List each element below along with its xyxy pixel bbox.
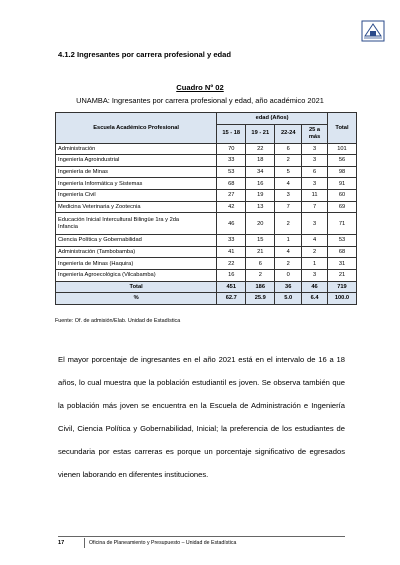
cell: 53 — [327, 235, 356, 247]
cell: 719 — [327, 281, 356, 293]
cell: 16 — [217, 269, 246, 281]
cell: 451 — [217, 281, 246, 293]
table-row — [56, 155, 357, 167]
cell: 25.9 — [246, 293, 275, 305]
cell: 3 — [302, 213, 328, 235]
footer-office: Oficina de Planeamiento y Presupuesto – Unidad de Estadística — [89, 540, 237, 546]
cell: 53 — [217, 166, 246, 178]
cell: 7 — [275, 201, 302, 213]
table-row — [56, 235, 357, 247]
cell: 11 — [302, 189, 328, 201]
row-label: Ingeniería de Minas — [56, 166, 217, 178]
cell: 68 — [217, 178, 246, 190]
age-22-24-header: 22-24 — [275, 124, 302, 143]
table-row — [56, 189, 357, 201]
cell: 69 — [327, 201, 356, 213]
table-row — [56, 143, 357, 155]
cell: 6 — [246, 258, 275, 270]
cell: 18 — [246, 155, 275, 167]
cell: 4 — [302, 235, 328, 247]
percent-row — [56, 293, 357, 305]
cell: 2 — [275, 155, 302, 167]
percent-label: % — [56, 293, 217, 305]
row-label: Administración (Tambobamba) — [56, 246, 217, 258]
age-25-plus-header: 25 a más — [302, 124, 328, 143]
cell: 5 — [275, 166, 302, 178]
section-title: 4.1.2 Ingresantes por carrera profesional y edad — [58, 50, 232, 59]
row-label: Ingeniería Informática y Sistemas — [56, 178, 217, 190]
cell: 70 — [217, 143, 246, 155]
cell: 46 — [217, 213, 246, 235]
cell: 62.7 — [217, 293, 246, 305]
cell: 71 — [327, 213, 356, 235]
total-row — [56, 281, 357, 293]
table-row — [56, 178, 357, 190]
row-label: Ingeniería de Minas (Haquira) — [56, 258, 217, 270]
admissions-table — [55, 112, 357, 305]
cell: 3 — [302, 178, 328, 190]
cell: 56 — [327, 155, 356, 167]
page-number: 17 — [58, 540, 65, 546]
body-paragraph: El mayor porcentaje de ingresantes en el año 2021 está en el intervalo de 16 a 18 años, lo cual muestra que la población estudiantil es joven. Se observa también que la población más joven se encuentra en la Escuela de Administración e Ingeniería Civil, Ciencia Política y Gobernabilidad, Inicial; la preferencia de los estudiantes de secundaria por estas carreras es porque un porcentaje significativo de egresados vienen laborando en diferentes instituciones. — [58, 355, 345, 479]
table-row — [56, 213, 357, 235]
row-label: Medicina Veterinaria y Zootecnia — [56, 201, 217, 213]
row-label: Administración — [56, 143, 217, 155]
cell: 3 — [302, 143, 328, 155]
cell: 2 — [275, 258, 302, 270]
cell: 5.0 — [275, 293, 302, 305]
row-label: Ingeniería Agroindustrial — [56, 155, 217, 167]
table-header-row — [56, 113, 357, 125]
cell: 2 — [302, 246, 328, 258]
cell: 27 — [217, 189, 246, 201]
cell: 3 — [302, 269, 328, 281]
cell: 100.0 — [327, 293, 356, 305]
row-label: Ciencia Política y Gobernabilidad — [56, 235, 217, 247]
cell: 22 — [217, 258, 246, 270]
age-15-18-header: 15 - 18 — [217, 124, 246, 143]
cell: 22 — [246, 143, 275, 155]
cell: 1 — [275, 235, 302, 247]
cell: 3 — [275, 189, 302, 201]
table-row — [56, 246, 357, 258]
table-source: Fuente: Of. de admisión/Elab. Unidad de Estadística — [55, 318, 181, 324]
total-label: Total — [56, 281, 217, 293]
cell: 19 — [246, 189, 275, 201]
cell: 36 — [275, 281, 302, 293]
cell: 41 — [217, 246, 246, 258]
table-row — [56, 201, 357, 213]
cell: 1 — [302, 258, 328, 270]
cell: 21 — [327, 269, 356, 281]
cell: 16 — [246, 178, 275, 190]
row-label: Educación Inicial Intercultural Bilingüe 1ra y 2da Infancia — [56, 213, 217, 235]
footer-divider-line — [58, 536, 345, 537]
cell: 13 — [246, 201, 275, 213]
cell: 21 — [246, 246, 275, 258]
row-label: Ingeniería Agroecológica (Vilcabamba) — [56, 269, 217, 281]
cell: 6.4 — [302, 293, 328, 305]
table-caption: UNAMBA: Ingresantes por carrera profesional y edad, año académico 2021 — [76, 96, 324, 105]
footer-separator — [84, 538, 85, 548]
cell: 46 — [302, 281, 328, 293]
age-group-header: edad (Años) — [217, 113, 328, 125]
school-header: Escuela Académico Profesional — [56, 113, 217, 144]
table-row — [56, 258, 357, 270]
cell: 4 — [275, 246, 302, 258]
cell: 4 — [275, 178, 302, 190]
cell: 101 — [327, 143, 356, 155]
cell: 98 — [327, 166, 356, 178]
cell: 15 — [246, 235, 275, 247]
cell: 34 — [246, 166, 275, 178]
age-19-21-header: 19 - 21 — [246, 124, 275, 143]
cell: 3 — [302, 155, 328, 167]
cell: 2 — [275, 213, 302, 235]
table-row — [56, 166, 357, 178]
total-header: Total — [327, 113, 356, 144]
cell: 31 — [327, 258, 356, 270]
row-label: Ingeniería Civil — [56, 189, 217, 201]
cell: 2 — [246, 269, 275, 281]
cell: 42 — [217, 201, 246, 213]
cell: 33 — [217, 155, 246, 167]
cell: 20 — [246, 213, 275, 235]
cell: 91 — [327, 178, 356, 190]
cell: 6 — [275, 143, 302, 155]
cell: 60 — [327, 189, 356, 201]
cell: 33 — [217, 235, 246, 247]
table-row — [56, 269, 357, 281]
table-number: Cuadro Nº 02 — [176, 83, 224, 92]
university-crest-icon — [361, 20, 385, 42]
cell: 7 — [302, 201, 328, 213]
cell: 6 — [302, 166, 328, 178]
cell: 68 — [327, 246, 356, 258]
cell: 0 — [275, 269, 302, 281]
cell: 186 — [246, 281, 275, 293]
